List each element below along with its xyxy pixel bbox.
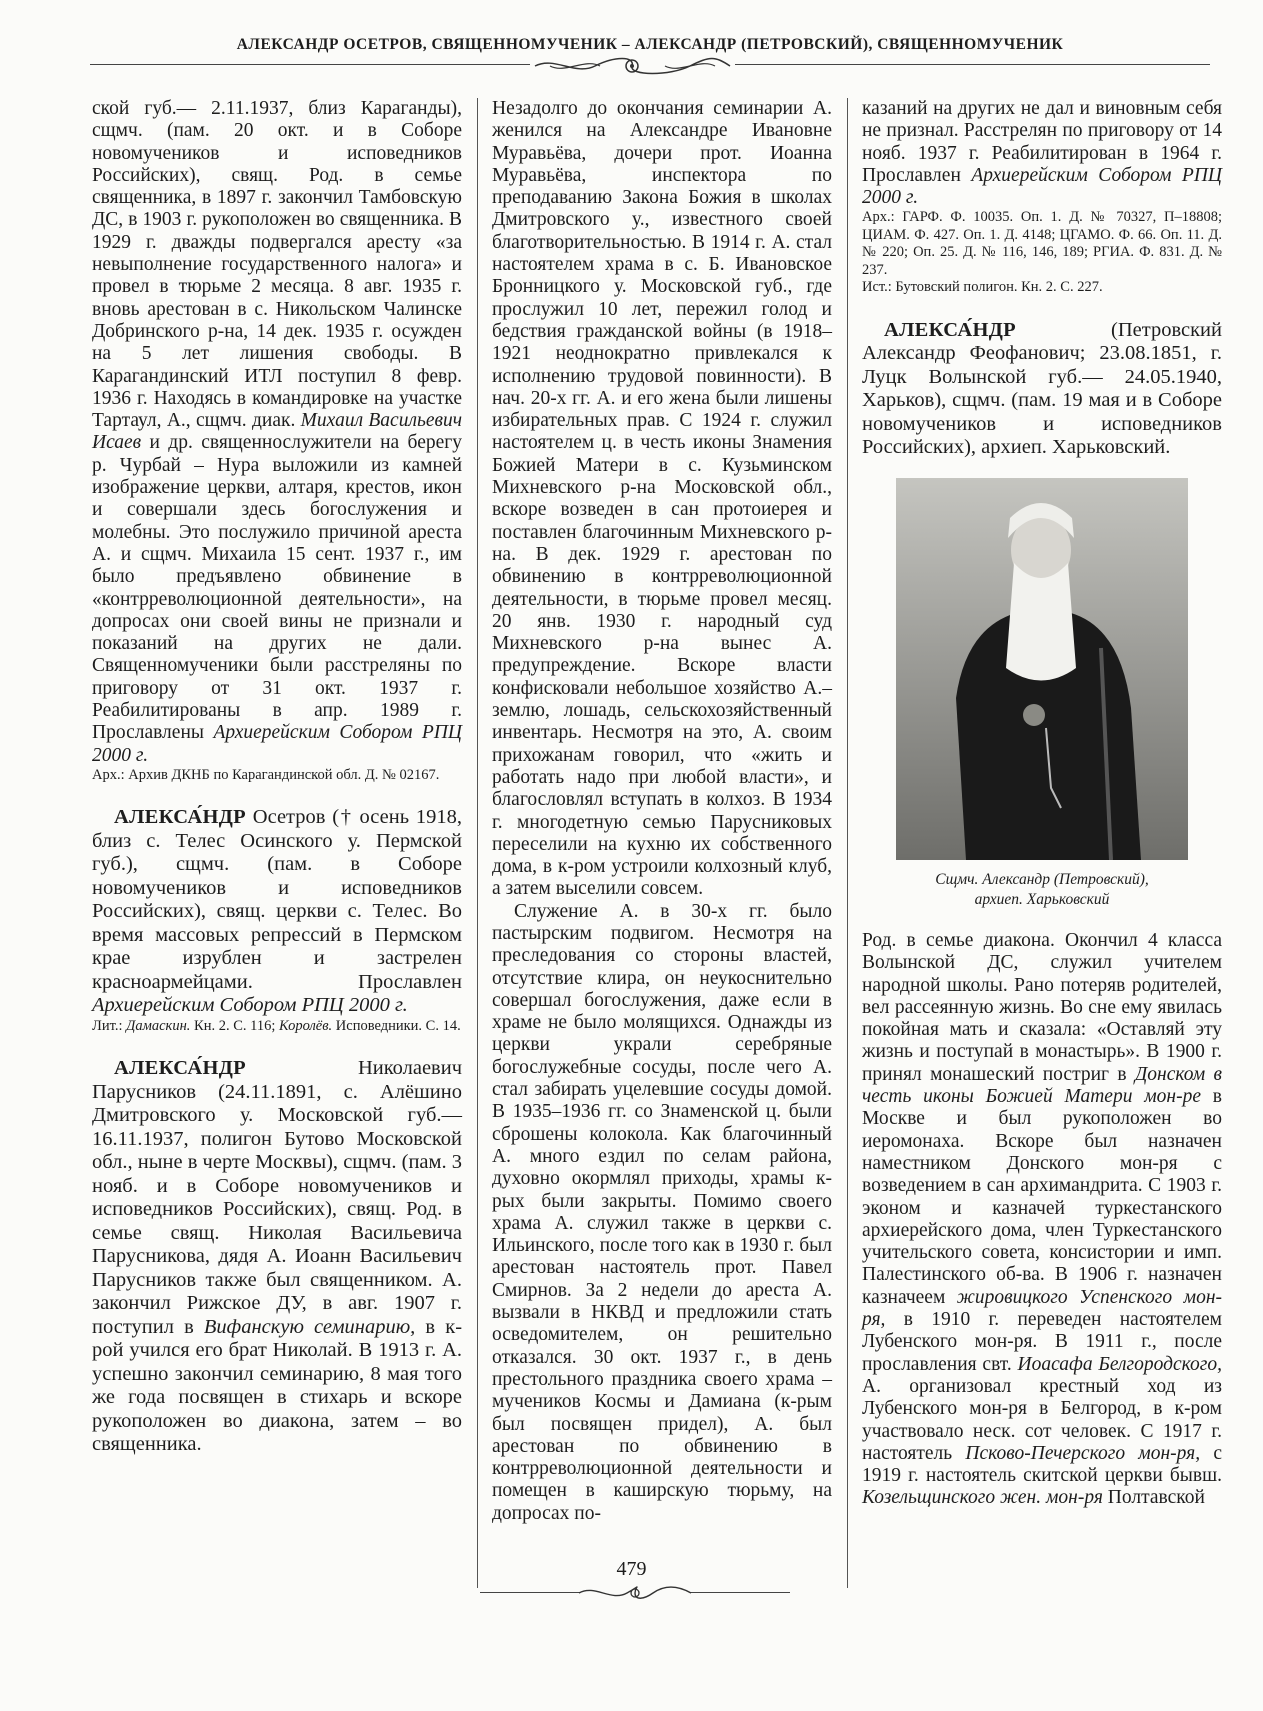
text: архиеп. Харьковский (974, 890, 1110, 908)
italic-text: Псково-Печерского мон-ря, (965, 1442, 1201, 1464)
text: Род. в семье диакона. Окончил 4 класса Волынской ДС, служил учителем народной школы. Рано потеряв родителей, вел рассеянную жизнь. Во сне ему явилась покойная мать и сказала: «Оставляй эту жизнь и поступай в монастырь». В 1900 г. принял монашеский постриг в (862, 929, 1222, 1085)
header-rule-right (735, 64, 1210, 65)
paragraph: Незадолго до окончания семинарии А. женился на Александре Ивановне Муравьёва, дочери прот. Иоанна Муравьёва, инспектора по преподаванию Закона Божия в школах Дмитровского у., известного своей благотворительностью. В 1914 г. А. стал настоятелем храма в с. Б. Ивановское Бронницкого у. Московской губ., где прослужил 10 лет, пережил голод и бедствия гражданской войны (в 1918–1921 неоднократно привлекался к исполнению трудовой повинности). В нач. 20-х гг. А. и его жена были лишены избирательных прав. С 1924 г. служил настоятелем ц. в честь иконы Знамения Божией Матери в с. Кузьминском Михневского р-на Московской обл., вскоре возведен в сан протоиерея и поставлен благочинным Михневского р-на. В дек. 1929 г. арестован по обвинению в контрреволюционной деятельности, в тюрьме провел месяц. 20 янв. 1930 г. народный суд Михневского р-на вынес А. предупреждение. Вскоре власти конфисковали небольшое хозяйство А.– землю, лошадь, сельскохозяйственный инвентарь. Несмотря на это, А. своим прихожанам говорил, что «жить и работать надо при любой власти», и благословлял вступать в колхоз. В 1934 г. многодетную семью Парусниковых переселили на кухню их собственного дома, в к-ром устроили колхозный клуб, а затем выселили совсем. (492, 98, 832, 900)
italic-text: Королёв. (279, 1017, 333, 1034)
paragraph (862, 98, 1222, 209)
column-right (862, 98, 1222, 1510)
italic-text: Вифанскую семинарию, (203, 1315, 416, 1338)
text: Николаевич Парусников (24.11.1891, с. Алёшино Дмитровского у. Московской губ.— 16.11.1937, полигон Бутово Московской обл., ныне в черте Москвы), сщмч. (пам. 3 нояб. и в Соборе новомучеников и исповедников Российских), свящ. Род. в семье свящ. Николая Васильевича Парусникова, дядя А. Иоанн Васильевич Парусников также был священником. А. закончил Рижское ДУ, в авг. 1907 г. поступил в (92, 1057, 462, 1338)
running-header: АЛЕКСАНДР ОСЕТРОВ, СВЯЩЕННОМУЧЕНИК – АЛЕКСАНДР (ПЕТРОВСКИЙ), СВЯЩЕННОМУЧЕНИК (236, 36, 1064, 53)
text: ской губ.— 2.11.1937, близ Караганды), сщмч. (пам. 20 окт. и в Соборе новомучеников и исповедников Российских), свящ. Род. в семье священника, в 1897 г. закончил Тамбовскую ДС, в 1903 г. рукоположен во священника. В 1929 г. дважды подвергался аресту «за невыполнение государственного налога» и провел в тюрьме 2 месяца. 8 авг. 1935 г. вновь арестован в с. Никольском Чалинске Добринского р-на, 14 дек. 1935 г. осужден на 5 лет лишения свободы. В Карагандинский ИТЛ поступил 8 февр. 1936 г. Находясь в командировке на участке Тартаул, А., сщмч. диак. (92, 98, 462, 432)
italic-text: Донском в честь иконы Божией Матери мон-ре (862, 1063, 1222, 1108)
paragraph: Служение А. в 30-х гг. было пастырским подвигом. Несмотря на преследования со стороны властей, отсутствие клира, он неукоснительно совершал богослужения, даже если в храме не было молящихся. Однажды из церкви украли серебряные богослужебные сосуды, после чего А. стал забирать уцелевшие сосуды домой. В 1935–1936 гг. со Знаменской ц. были сброшены колокола. Как благочинный А. много ездил по селам района, духовно окормлял приходы, храмы к-рых были закрыты. Помимо своего храма А. служил также в церкви с. Ильинского, после того как в 1930 г. был арестован настоятель прот. Павел Смирнов. За 2 недели до ареста А. вызвали в НКВД и предложили стать осведомителем, он решительно отказался. 30 окт. 1937 г., в день престольного праздника своего храма – мучеников Космы и Дамиана (к-рым был посвящен придел), А. был арестован по обвинению в контрреволюционной деятельности и помещен в каширскую тюрьму, на допросах по- (492, 900, 832, 1524)
italic-text: Иоасафа Белгородского, (1017, 1353, 1223, 1375)
text: с 1919 г. настоятель скитской церкви бывш. (862, 1442, 1223, 1487)
text: Сщмч. Александр (Петровский), (935, 870, 1149, 888)
source-note: Ист.: Бутовский полигон. Кн. 2. С. 227. (862, 279, 1103, 296)
literature-note (92, 1018, 462, 1036)
header-rule-left (90, 64, 530, 65)
text: казаний на других не дал и виновным себя не признал. Расстрелян по приговору от 14 нояб. 1937 г. Реабилитирован в 1964 г. Прославлен (862, 98, 1222, 186)
header-ornament-icon (530, 54, 735, 78)
footer-ornament-icon (575, 1582, 695, 1604)
text: (Петровский Александр Феофанович; 23.08.1851, г. Луцк Волынской губ.— 24.05.1940, Харьков), сщмч. (пам. 19 мая и в Соборе новомучеников и исповедников Российских), архиеп. Харьковский. (862, 318, 1222, 459)
text: в к-рой учился его брат Николай. В 1913 г. А. успешно закончил семинарию, 8 мая того же года посвящен в стихарь и вскоре рукоположен во диакона, затем – во священника. (92, 1315, 463, 1456)
source-note: Арх.: Архив ДКНБ по Карагандинской обл. Д. № 02167. (92, 766, 440, 783)
italic-text: Козельщинского жен. мон-ря (862, 1487, 1103, 1509)
footer-rule-right (690, 1592, 790, 1593)
page-number: 479 (616, 1558, 647, 1580)
entry-heading: АЛЕКСА́НДР (884, 318, 1016, 341)
italic-text: Архиерейским Собором РПЦ 2000 г. (92, 994, 408, 1017)
column-middle (492, 98, 832, 1525)
text: Осетров († осень 1918, близ с. Телес Осинского у. Пермской губ.), сщмч. (пам. в Соборе новомучеников и исповедников Российских), свящ. церкви с. Телес. Во время массовых репрессий в Пермском крае изрублен и застрелен красноармейцами. Прославлен (92, 806, 463, 993)
text: в 1910 г. переведен настоятелем Лубенского мон-ря. В 1911 г., после прославления свт. (862, 1309, 1223, 1375)
entry-osetrov (92, 806, 462, 1018)
italic-text: Архиерейским Собором РПЦ 2000 г. (862, 164, 1223, 209)
text: Кн. 2. С. 116; (194, 1017, 276, 1034)
text: А. организовал крестный ход из Лубенского мон-ря в Белгород, в к-ром участвовало неск. сот человек. С 1917 г. настоятель (862, 1375, 1222, 1464)
entry-petrovsky (862, 319, 1222, 460)
italic-text: жировицкого Успенского мон-ря, (862, 1286, 1222, 1331)
photo-caption (862, 870, 1222, 910)
text: и др. священнослужители на берегу р. Чурбай – Нура выложили из камней изображение церкви, алтаря, крестов, икон и совершали здесь богослужения и молебны. Это послужило причиной ареста А. и сщмч. Михаила 15 сент. 1937 г., им было предъявлено обвинение в «контрреволюционной деятельности», на допросах они своей вины не признали и показаний на других не дали. Священномученики были расстреляны по приговору от 31 окт. 1937 г. Реабилитированы в апр. 1989 г. Прославлены (92, 432, 462, 744)
text: в Москве и был рукоположен во иеромонаха. Вскоре был назначен наместником Донского мон-ря с возведением в сан архимандрита. С 1903 г. эконом и казначей туркестанского архиерейского дома, член Туркестанского учительского совета, консистории и имп. Палестинского об-ва. В 1906 г. назначен казначеем (862, 1086, 1223, 1308)
entry-parusnikov (92, 1057, 462, 1457)
archive-note: Арх.: ГАРФ. Ф. 10035. Оп. 1. Д. № 70327, П–18808; ЦИАМ. Ф. 427. Оп. 1. Д. 4148; ЦГАМО. Ф. 66. Оп. 11. Д. № 220; Оп. 25. Д. № 116, 146, 189; РГИА. Ф. 831. Д. № 237. (862, 209, 1222, 278)
italic-text: Архиерейским Собором РПЦ 2000 г. (92, 722, 463, 766)
name-italic: Михаил Васильевич Исаев (92, 410, 463, 454)
portrait-photo (896, 478, 1188, 860)
column-divider (847, 98, 848, 1588)
text: Полтавской (1107, 1487, 1205, 1509)
column-divider (477, 98, 478, 1588)
italic-text: Дамаскин. (126, 1017, 191, 1034)
column-left (92, 98, 462, 1457)
paragraph (862, 930, 1222, 1510)
entry-heading: АЛЕКСА́НДР (114, 1057, 246, 1080)
text: Исповедники. С. 14. (335, 1017, 461, 1034)
entry-heading: АЛЕКСА́НДР (114, 806, 246, 829)
footer-rule-left (480, 1592, 580, 1593)
text: Лит.: (92, 1017, 123, 1034)
paragraph (92, 98, 462, 767)
